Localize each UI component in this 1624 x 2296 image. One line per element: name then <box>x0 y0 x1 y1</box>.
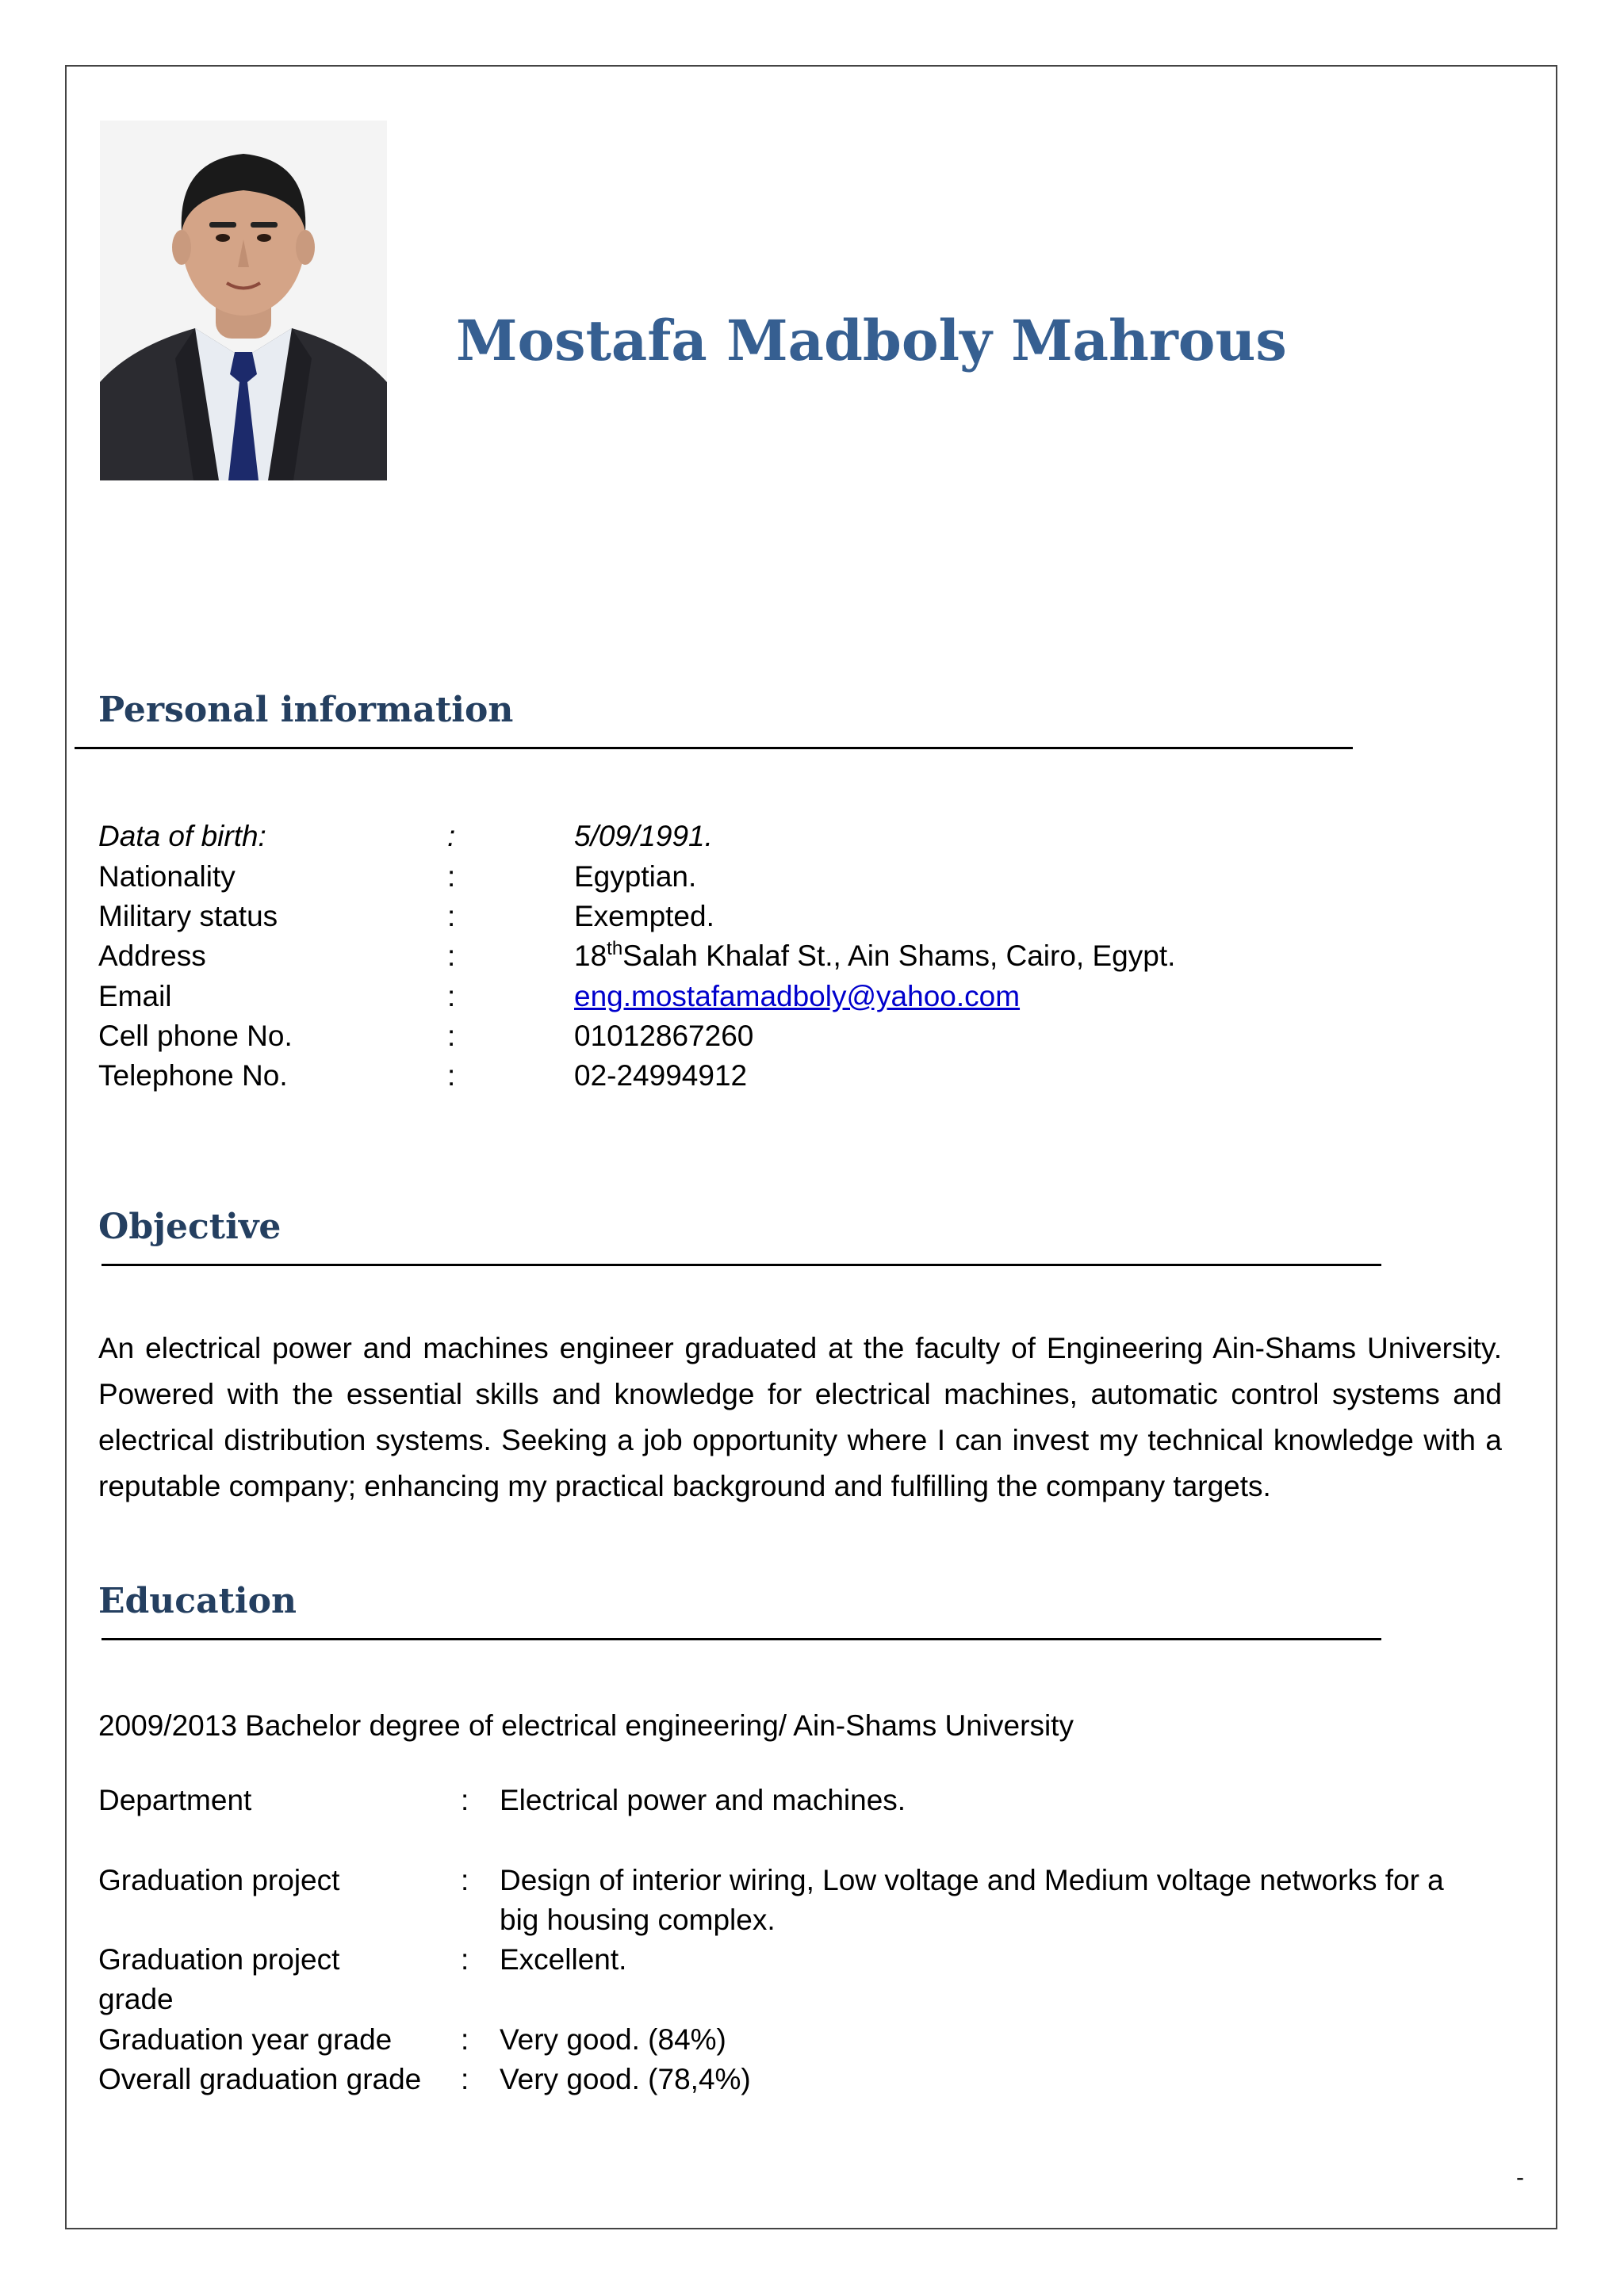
edu-colon: : <box>461 1943 469 1976</box>
info-colon: : <box>447 860 456 893</box>
info-colon: : <box>447 939 456 972</box>
info-colon: : <box>447 820 456 852</box>
edu-row-graduation-year-grade <box>0 2020 1624 2060</box>
portrait-illustration <box>100 121 387 480</box>
info-row-date-of-birth <box>0 817 1624 856</box>
edu-label: Department <box>98 1784 252 1816</box>
info-value: 02-24994912 <box>574 1059 748 1092</box>
section-heading-objective: Objective <box>98 1207 282 1247</box>
info-label: Address <box>98 939 206 972</box>
info-value: Egyptian. <box>574 860 697 893</box>
info-colon: : <box>447 900 456 932</box>
info-row-address <box>0 936 1624 976</box>
section-heading-education: Education <box>98 1581 297 1621</box>
info-label: Data of birth: <box>98 820 266 852</box>
edu-row-department <box>0 1781 1624 1820</box>
edu-value: Design of interior wiring, Low voltage and Medium voltage networks for a big housing complex. <box>500 1864 1444 1936</box>
address-street: Salah Khalaf St., Ain Shams, Cairo, Egypt. <box>622 939 1176 972</box>
edu-value: Electrical power and machines. <box>500 1784 906 1816</box>
section-divider <box>75 747 1353 749</box>
edu-row-overall-graduation-grade <box>0 2060 1624 2099</box>
edu-value: Very good. (84%) <box>500 2023 726 2056</box>
info-row-cell-phone <box>0 1016 1624 1056</box>
info-label: Email <box>98 980 172 1012</box>
degree-line: 2009/2013 Bachelor degree of electrical engineering/ Ain-Shams University <box>98 1709 1074 1742</box>
address-ordinal-suffix: th <box>607 938 623 959</box>
edu-label: Graduation project <box>98 1864 340 1896</box>
section-divider <box>102 1638 1381 1640</box>
info-row-telephone <box>0 1056 1624 1096</box>
info-label: Military status <box>98 900 278 932</box>
edu-row-graduation-project-grade <box>0 1940 1624 2019</box>
info-label: Nationality <box>98 860 236 893</box>
section-heading-personal-information: Personal information <box>98 690 514 730</box>
profile-photo <box>100 121 387 480</box>
info-value: 5/09/1991. <box>574 820 713 852</box>
info-value: 01012867260 <box>574 1020 754 1052</box>
edu-colon: : <box>461 2023 469 2056</box>
edu-label: Graduation year grade <box>98 2023 393 2056</box>
info-row-email <box>0 977 1624 1016</box>
info-value: Exempted. <box>574 900 714 932</box>
section-divider <box>102 1264 1381 1266</box>
info-label: Telephone No. <box>98 1059 288 1092</box>
info-colon: : <box>447 1020 456 1052</box>
address-number: 18 <box>574 939 607 972</box>
info-label: Cell phone No. <box>98 1020 293 1052</box>
edu-row-graduation-project <box>0 1861 1624 1940</box>
edu-value: Excellent. <box>500 1943 627 1976</box>
objective-paragraph: An electrical power and machines engineer graduated at the faculty of Engineering Ain-Shams University. Powered with the essential skills and knowledge for electrical machines, automatic control systems and electrical distribution systems. Seeking a job opportunity where I can invest my technical knowledge with a reputable company; enhancing my practical background and fulfilling the company targets. <box>98 1332 1502 1502</box>
info-colon: : <box>447 980 456 1012</box>
edu-colon: : <box>461 1784 469 1816</box>
edu-colon: : <box>461 2063 469 2095</box>
info-row-nationality <box>0 857 1624 897</box>
candidate-name: Mostafa Madboly Mahrous <box>456 308 1287 373</box>
edu-label-line-2: grade <box>98 1983 174 2015</box>
email-link[interactable]: eng.mostafamadboly@yahoo.com <box>574 980 1021 1012</box>
info-colon: : <box>447 1059 456 1092</box>
edu-label-line-1: Graduation project <box>98 1943 340 1976</box>
info-value <box>574 936 1175 976</box>
edu-value: Very good. (78,4%) <box>500 2063 751 2095</box>
info-row-military-status <box>0 897 1624 936</box>
footer-mark: - <box>1516 2164 1524 2191</box>
edu-colon: : <box>461 1864 469 1896</box>
edu-label: Overall graduation grade <box>98 2063 422 2095</box>
